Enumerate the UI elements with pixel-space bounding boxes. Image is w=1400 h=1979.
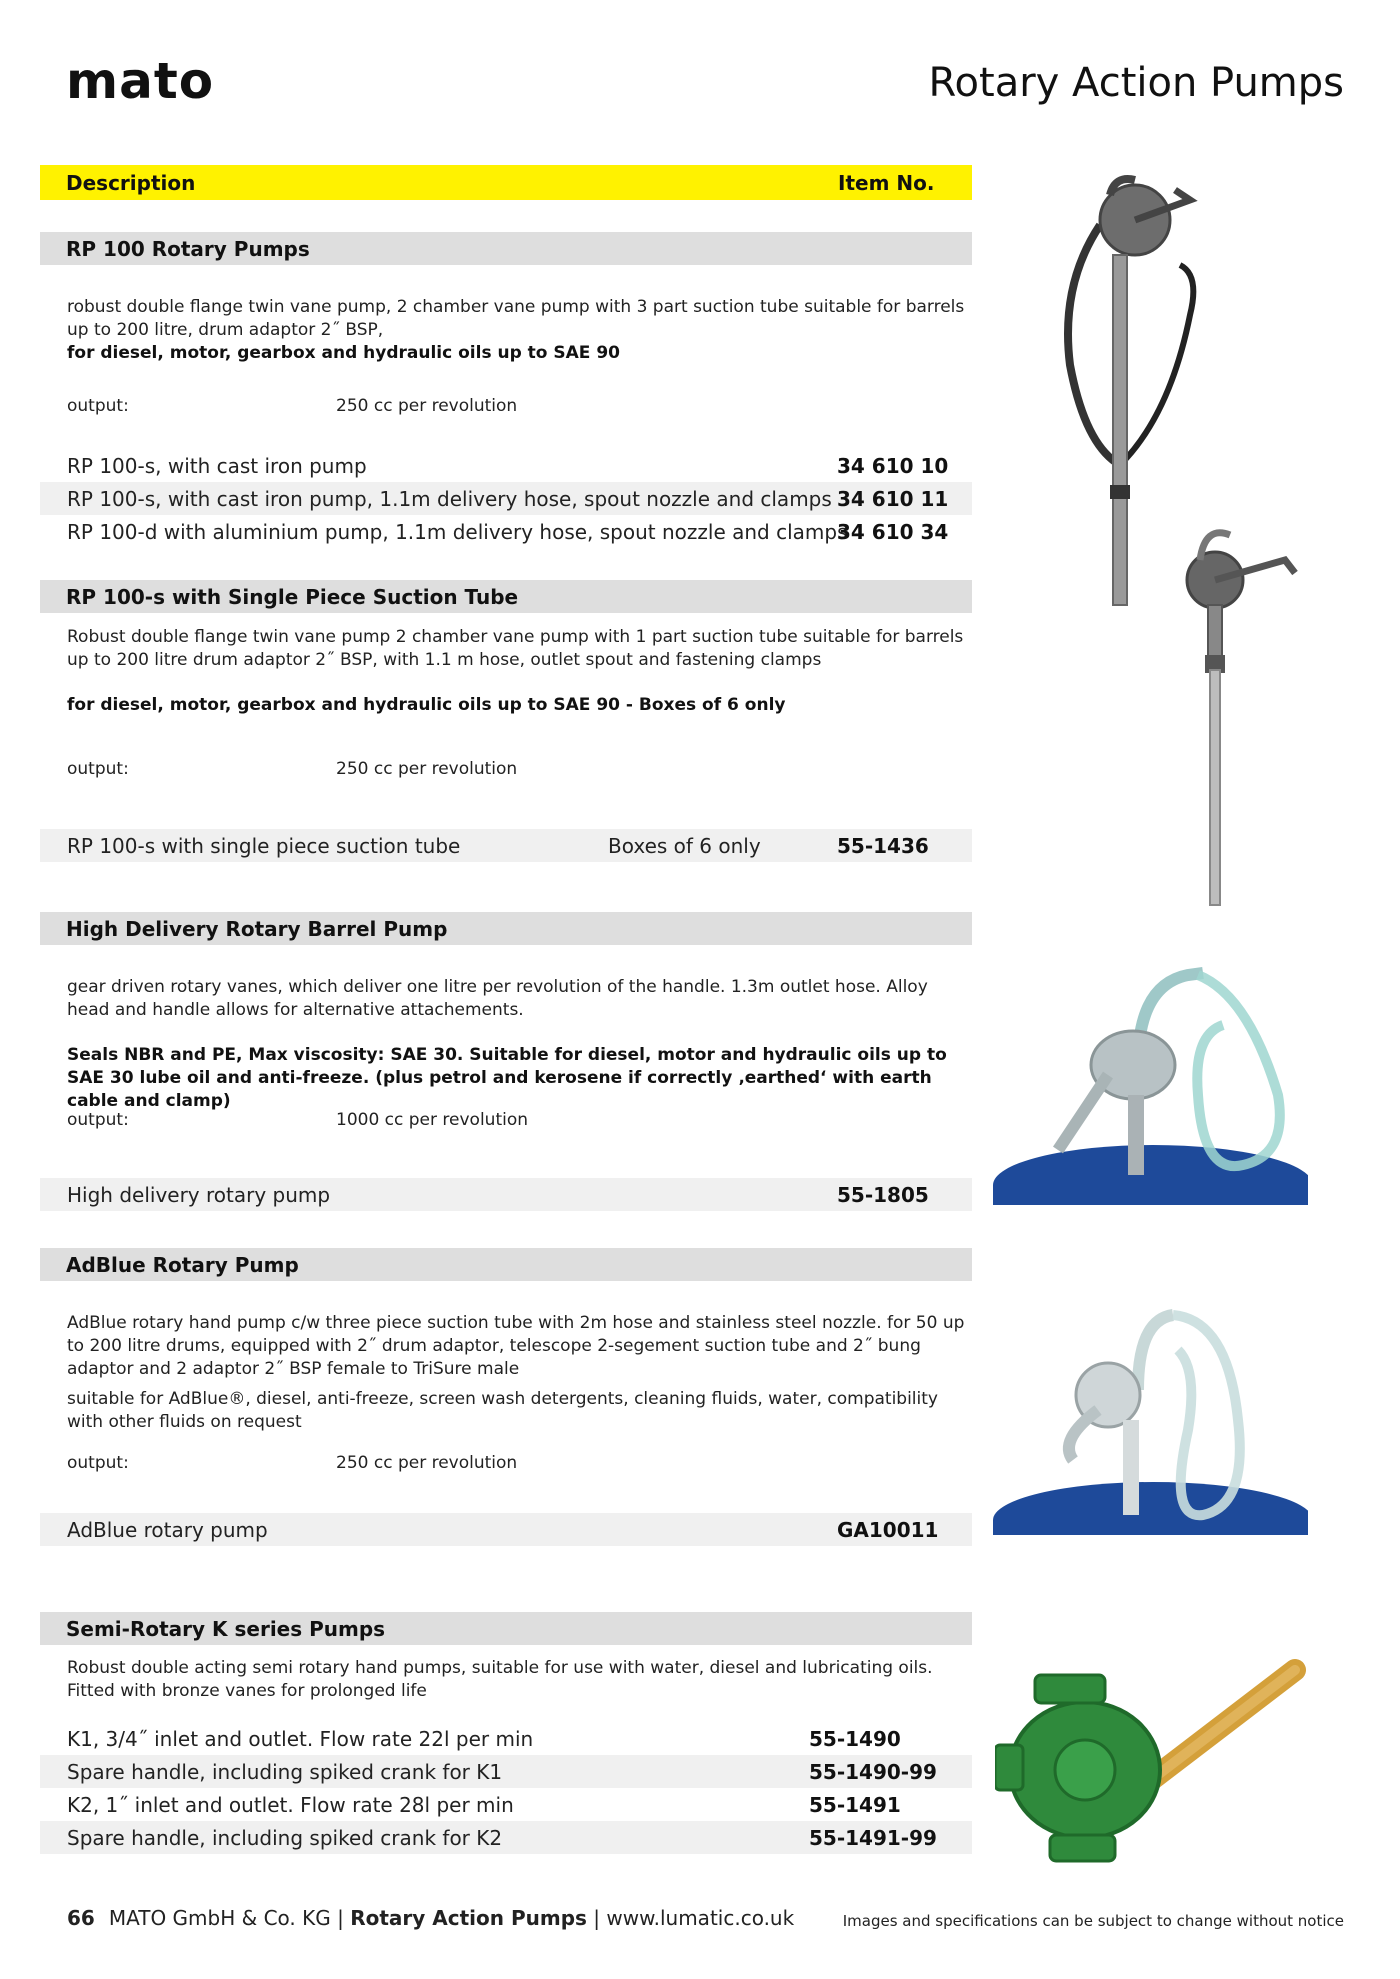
page-number: 66 bbox=[67, 1906, 95, 1930]
table-row bbox=[40, 449, 972, 482]
section-title: RP 100-s with Single Piece Suction Tube bbox=[66, 585, 519, 609]
section-title: AdBlue Rotary Pump bbox=[66, 1253, 299, 1277]
row-label: K2, 1˝ inlet and outlet. Flow rate 28l per min bbox=[67, 1793, 514, 1817]
output-value: 250 cc per revolution bbox=[336, 759, 518, 779]
row-label: RP 100-s, with cast iron pump bbox=[67, 454, 367, 478]
row-note: Boxes of 6 only bbox=[608, 834, 761, 858]
table-header bbox=[40, 165, 972, 200]
item-number: 55-1805 bbox=[837, 1183, 929, 1207]
item-number: GA10011 bbox=[837, 1518, 939, 1542]
footer-section: Rotary Action Pumps bbox=[350, 1906, 587, 1930]
item-number: 55-1490 bbox=[809, 1727, 901, 1751]
section-header-adblue bbox=[40, 1248, 972, 1281]
section-title: RP 100 Rotary Pumps bbox=[66, 237, 310, 261]
table-row bbox=[40, 482, 972, 515]
row-label: RP 100-d with aluminium pump, 1.1m delivery hose, spout nozzle and clamps bbox=[67, 520, 848, 544]
section-suitability: for diesel, motor, gearbox and hydraulic oils up to SAE 90 - Boxes of 6 only bbox=[67, 695, 786, 715]
item-number: 34 610 11 bbox=[837, 487, 949, 511]
section-header-rp100 bbox=[40, 232, 972, 265]
table-row bbox=[40, 1513, 972, 1546]
page-title: Rotary Action Pumps bbox=[928, 60, 1344, 106]
item-number: 55-1491 bbox=[809, 1793, 901, 1817]
section-header-rp100s-single bbox=[40, 580, 972, 613]
table-row bbox=[40, 515, 972, 548]
item-number: 55-1491-99 bbox=[809, 1826, 937, 1850]
output-label: output: bbox=[67, 759, 129, 779]
row-label: High delivery rotary pump bbox=[67, 1183, 331, 1207]
item-number: 34 610 34 bbox=[837, 520, 949, 544]
item-number: 34 610 10 bbox=[837, 454, 949, 478]
output-label: output: bbox=[67, 1110, 129, 1130]
section-description: Robust double acting semi rotary hand pumps, suitable for use with water, diesel and lubricating oils. Fitted with bronze vanes for prolonged life bbox=[67, 1658, 933, 1701]
section-suitability: for diesel, motor, gearbox and hydraulic oils up to SAE 90 bbox=[67, 343, 620, 363]
row-label: RP 100-s, with cast iron pump, 1.1m delivery hose, spout nozzle and clamps bbox=[67, 487, 832, 511]
high-delivery-pump-image bbox=[988, 955, 1308, 1205]
table-row bbox=[40, 1178, 972, 1211]
output-value: 250 cc per revolution bbox=[336, 1453, 518, 1473]
mato-logo: mato bbox=[66, 52, 215, 110]
table-row bbox=[40, 1755, 972, 1788]
section-description: robust double flange twin vane pump, 2 chamber vane pump with 3 part suction tube suitable for barrels up to 200 litre, drum adaptor 2˝ BSP, bbox=[67, 297, 965, 340]
table-row bbox=[40, 1722, 972, 1755]
description-column-header: Description bbox=[66, 171, 196, 195]
output-value: 250 cc per revolution bbox=[336, 396, 518, 416]
section-suitability: Seals NBR and PE, Max viscosity: SAE 30. Suitable for diesel, motor and hydraulic oils up to SAE 30 lube oil and anti-freeze. (plus petrol and kerosene if correctly ‚earthed‘ with earth cable and clamp) bbox=[67, 1045, 947, 1111]
output-value: 1000 cc per revolution bbox=[336, 1110, 529, 1130]
table-row bbox=[40, 1821, 972, 1854]
rp100-pump-images bbox=[1040, 165, 1320, 925]
output-label: output: bbox=[67, 1453, 129, 1473]
row-label: AdBlue rotary pump bbox=[67, 1518, 268, 1542]
item-number: 55-1436 bbox=[837, 834, 929, 858]
row-label: RP 100-s with single piece suction tube bbox=[67, 834, 461, 858]
row-label: Spare handle, including spiked crank for K2 bbox=[67, 1826, 503, 1850]
section-description: AdBlue rotary hand pump c/w three piece suction tube with 2m hose and stainless steel nozzle. for 50 up to 200 litre drums, equipped with 2˝ drum adaptor, telescope 2-segement suction tube and 2˝ bung adaptor and 2 adaptor 2˝ BSP female to TriSure male bbox=[67, 1313, 965, 1379]
footer-disclaimer: Images and specifications can be subject to change without notice bbox=[842, 1912, 1344, 1930]
table-row bbox=[40, 1788, 972, 1821]
semi-rotary-pump-image bbox=[995, 1640, 1315, 1865]
row-label: Spare handle, including spiked crank for K1 bbox=[67, 1760, 503, 1784]
section-suitability: suitable for AdBlue®, diesel, anti-freeze, screen wash detergents, cleaning fluids, water, compatibility with other fluids on request bbox=[67, 1389, 938, 1432]
row-label: K1, 3/4˝ inlet and outlet. Flow rate 22l per min bbox=[67, 1727, 534, 1751]
footer bbox=[67, 1906, 794, 1930]
adblue-pump-image bbox=[988, 1290, 1308, 1535]
item-no-column-header: Item No. bbox=[838, 171, 935, 195]
footer-company: MATO GmbH & Co. KG | bbox=[108, 1906, 351, 1930]
section-header-semi-rotary bbox=[40, 1612, 972, 1645]
output-label: output: bbox=[67, 396, 129, 416]
section-header-high-delivery bbox=[40, 912, 972, 945]
section-title: High Delivery Rotary Barrel Pump bbox=[66, 917, 448, 941]
item-number: 55-1490-99 bbox=[809, 1760, 937, 1784]
footer-website: | www.lumatic.co.uk bbox=[586, 1906, 795, 1930]
section-description: gear driven rotary vanes, which deliver one litre per revolution of the handle. 1.3m outlet hose. Alloy head and handle allows for alternative attachements. bbox=[67, 977, 928, 1020]
table-row bbox=[40, 829, 972, 862]
section-title: Semi-Rotary K series Pumps bbox=[66, 1617, 386, 1641]
section-description: Robust double flange twin vane pump 2 chamber vane pump with 1 part suction tube suitable for barrels up to 200 litre drum adaptor 2˝ BSP, with 1.1 m hose, outlet spout and fastening clamps bbox=[67, 627, 964, 670]
